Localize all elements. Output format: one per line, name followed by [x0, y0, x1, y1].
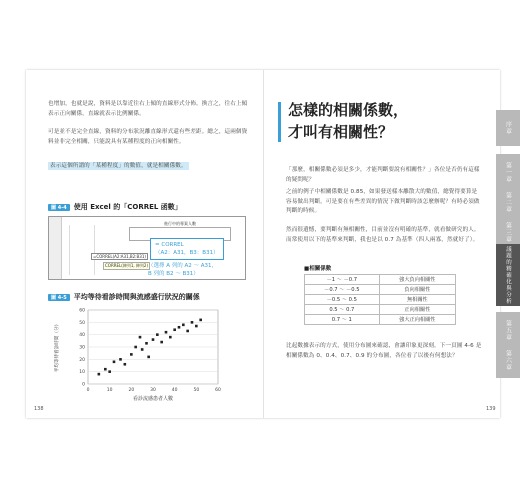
table-row — [305, 305, 456, 315]
data-point — [119, 358, 122, 361]
data-point — [182, 324, 185, 327]
data-point — [124, 363, 127, 366]
data-point — [152, 338, 155, 341]
book-spread — [26, 70, 500, 418]
y-tick-label: 20 — [79, 357, 85, 363]
data-point — [108, 370, 111, 373]
highlight-text: 表示這個所謂的「某種程度」的數值，就是相關係數。 — [50, 163, 187, 169]
data-point — [147, 356, 150, 359]
y-tick-label: 60 — [79, 308, 85, 314]
y-axis-label: 平均等待看診時間（分） — [55, 321, 60, 373]
data-point — [104, 368, 107, 371]
table-row — [305, 315, 456, 325]
data-point — [139, 336, 142, 339]
data-point — [165, 331, 168, 334]
column-a — [69, 225, 95, 275]
table-row — [305, 295, 456, 305]
x-tick-label: 40 — [171, 388, 178, 393]
section-title-line2: 才叫有相關性？ — [288, 123, 394, 141]
title-accent-bar — [278, 102, 281, 142]
figure-4-5-title — [48, 292, 200, 302]
y-tick-label: 40 — [79, 333, 85, 339]
callout-formula-line1: = CORREL — [155, 242, 184, 248]
data-point — [130, 353, 133, 356]
y-tick-label: 50 — [79, 320, 85, 326]
chapter-tab-7[interactable]: 第六章 — [496, 342, 520, 378]
data-point — [156, 333, 159, 336]
meaning-cell: 正向相關性 — [379, 305, 455, 315]
function-tooltip: CORREL(陣列1, 陣列2) — [105, 263, 149, 268]
y-tick-label: 10 — [79, 370, 85, 376]
chapter-tab-3[interactable]: 第二章 — [496, 184, 520, 220]
y-tick-label: 30 — [79, 345, 85, 351]
data-point — [98, 373, 101, 376]
meaning-cell: 無相關性 — [379, 295, 455, 305]
figure-4-4-badge: 圖 4-4 — [48, 204, 70, 211]
data-point — [178, 326, 181, 329]
formula-cell: =CORREL(A2:A31,B2:B31) — [93, 254, 146, 259]
data-point — [186, 330, 189, 333]
data-point — [169, 336, 172, 339]
right-paragraph-2: 之前的例子中相關係數是 0.85，如果發送樣本離散大的數值，總覺得要算是容易做出判斷。可是要在有些差異的情況下做判斷時該怎麼辦呢？有時必須做判斷的時候。 — [286, 189, 480, 215]
data-point — [195, 325, 198, 328]
x-tick-label: 30 — [150, 388, 156, 393]
left-page-number: 138 — [34, 406, 44, 412]
x-tick-label: 0 — [86, 388, 90, 393]
x-tick-label: 10 — [106, 388, 113, 393]
x-tick-label: 50 — [193, 388, 200, 393]
table-row — [305, 285, 456, 295]
range-cell: 0.5 ～ 0.7 — [305, 305, 380, 315]
left-paragraph-1: 也增加，也就是說，資料是以靠近往右上傾的直線形式分佈。換言之，往右上傾表示正向關係，直線就表示比例關係。 — [48, 101, 248, 117]
left-page — [26, 70, 263, 418]
data-point — [199, 319, 202, 322]
meaning-cell: 強大正向相關性 — [379, 315, 455, 325]
table-title: ■相關係數 — [304, 266, 332, 272]
column-header-label: 進行中的專案人數 — [164, 221, 196, 226]
chart-layer — [53, 308, 221, 403]
figure-4-4-caption: 使用 Excel 的「CORREL 函數」 — [73, 203, 182, 211]
right-page-number: 139 — [486, 406, 496, 412]
x-tick-label: 60 — [215, 388, 221, 393]
chapter-tab-6[interactable]: 第五章 — [496, 312, 520, 348]
data-point — [145, 342, 148, 345]
chapter-tab-1[interactable]: 序章 — [496, 110, 520, 146]
callout-selection — [144, 260, 221, 280]
data-point — [141, 348, 144, 351]
chapter-tab-4[interactable]: 第三章 — [496, 214, 520, 250]
chapter-tab-2[interactable]: 第一章 — [496, 154, 520, 190]
figure-4-5-caption: 平均等待看診時間與流感盛行狀況的關係 — [73, 293, 200, 301]
data-point — [113, 361, 116, 364]
callout-selection-line1: （選擇 A 列的 A2 ～ A31， — [148, 263, 218, 269]
data-point — [173, 328, 176, 331]
left-paragraph-2: 可是並不是完全直線，資料的分布狀況離直線形式還有些差距。總之，這兩個資料並非完全相關，只能說具有某種程度的正向相關性。 — [48, 129, 248, 145]
data-point — [160, 341, 163, 344]
y-tick-label: 0 — [82, 382, 85, 388]
correlation-table — [304, 274, 456, 325]
right-paragraph-1: 「那麼，相關係數必須是多少，才能判斷要說有相關性？」各位是否仍有這樣的疑問呢？ — [286, 167, 480, 183]
meaning-cell: 強大負向相關性 — [379, 275, 455, 285]
range-cell: －0.5 ～ 0.5 — [305, 295, 380, 305]
figure-4-5-badge: 圖 4-5 — [48, 294, 70, 301]
range-cell: －0.7 ～ －0.5 — [305, 285, 380, 295]
right-paragraph-3: 然而很遺憾，要判斷有無相關性，目前並沒有明確的基準，就看做研究的人。而常使用以下的基準來判斷，我也是以 0.7 為基準（四人兩寡，然就好了）。 — [286, 227, 480, 243]
callout-selection-line2: B 列的 B2 ～ B31） — [148, 271, 199, 277]
section-title-line1: 怎樣的相關係數， — [288, 101, 409, 119]
chapter-tab-5[interactable]: 議題的精確化與分析 — [496, 244, 520, 306]
scatter-chart — [48, 304, 228, 402]
data-point — [134, 346, 137, 349]
right-page — [264, 70, 500, 418]
range-cell: 0.7 ～ 1 — [305, 315, 380, 325]
x-tick-label: 20 — [128, 388, 135, 393]
data-point — [191, 321, 194, 324]
callout-formula — [150, 238, 224, 260]
table-row — [305, 275, 456, 285]
figure-4-4-title — [48, 202, 182, 212]
highlight-sentence — [48, 162, 258, 172]
row-headers — [49, 217, 62, 279]
range-cell: －1 ～ －0.7 — [305, 275, 380, 285]
callout-formula-line2: （A2：A31，B3：B31） — [155, 250, 219, 256]
meaning-cell: 負向相關性 — [379, 285, 455, 295]
x-axis-label: 看診流感患者人數 — [132, 396, 174, 402]
right-paragraph-4: 比起數據表示的方式，使用分布圖來確認，會讓印象更深刻。下一頁圖 4-6 是相關係數為 0、0.4、0.7、0.9 的分布圖，各位看了以後有何想法？ — [286, 343, 482, 359]
